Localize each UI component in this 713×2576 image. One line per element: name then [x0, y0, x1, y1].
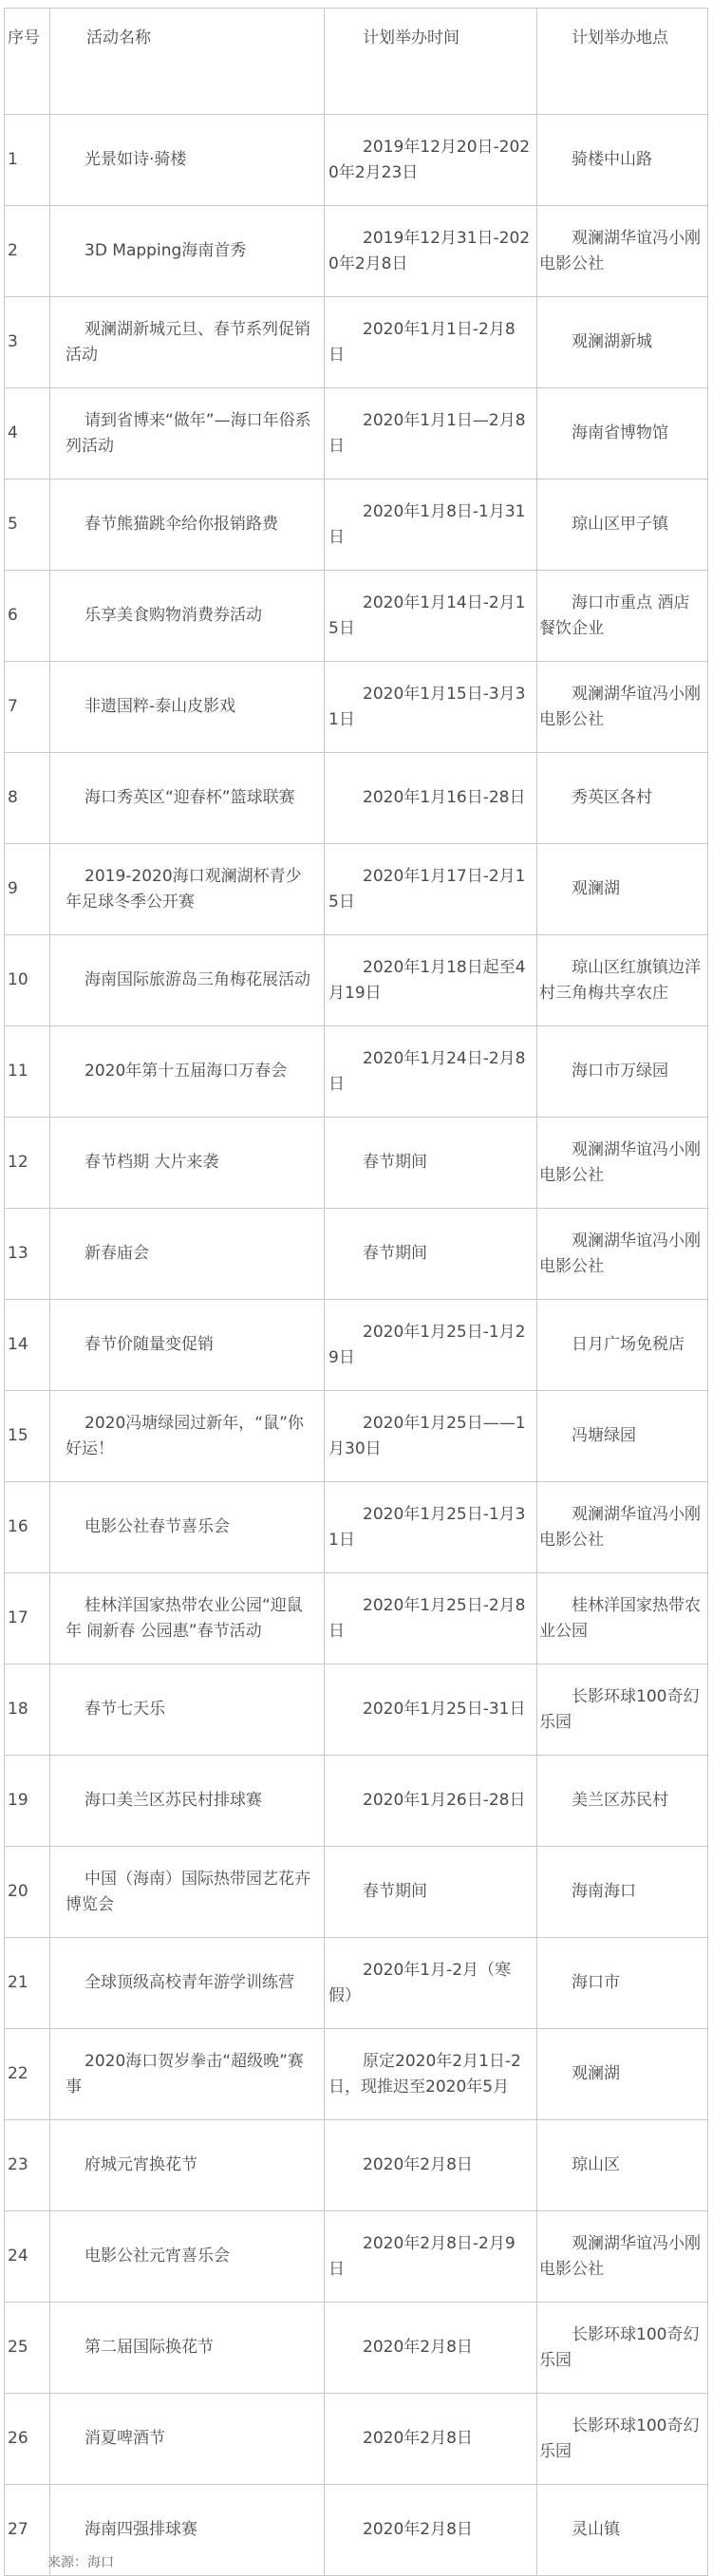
event-name: 2020冯塘绿园过新年，“鼠”你好运！	[50, 1391, 325, 1482]
planned-location: 观澜湖华谊冯小刚电影公社	[537, 2211, 708, 2303]
table-row	[5, 115, 708, 206]
planned-time: 2020年1月25日-1月31日	[325, 1482, 537, 1573]
row-number: 9	[5, 844, 50, 935]
event-name: 春节价随量变促销	[50, 1300, 325, 1391]
event-name: 海口美兰区苏民村排球赛	[50, 1756, 325, 1847]
header-planned-time: 计划举办时间	[325, 9, 537, 115]
table-row	[5, 1118, 708, 1209]
table-row	[5, 1209, 708, 1300]
planned-location: 观澜湖华谊冯小刚电影公社	[537, 662, 708, 753]
header-planned-location: 计划举办地点	[537, 9, 708, 115]
event-name: 全球顶级高校青年游学训练营	[50, 1938, 325, 2029]
event-name: 乐享美食购物消费券活动	[50, 571, 325, 662]
planned-time: 2020年1月25日-1月29日	[325, 1300, 537, 1391]
planned-location: 海口市	[537, 1938, 708, 2029]
planned-location: 观澜湖	[537, 2029, 708, 2120]
row-number: 16	[5, 1482, 50, 1573]
planned-location: 海南海口	[537, 1847, 708, 1938]
events-table-body	[5, 9, 708, 2576]
row-number: 18	[5, 1664, 50, 1756]
table-row	[5, 1938, 708, 2029]
planned-location: 长影环球100奇幻乐园	[537, 2303, 708, 2394]
planned-location: 观澜湖华谊冯小刚电影公社	[537, 1482, 708, 1573]
event-name: 光景如诗·骑楼	[50, 115, 325, 206]
row-number: 13	[5, 1209, 50, 1300]
table-row	[5, 1391, 708, 1482]
event-name: 2019-2020海口观澜湖杯青少年足球冬季公开赛	[50, 844, 325, 935]
row-number: 27	[5, 2485, 50, 2576]
event-name: 海南国际旅游岛三角梅花展活动	[50, 935, 325, 1026]
planned-time: 2020年1月25日-2月8日	[325, 1573, 537, 1664]
event-name: 中国（海南）国际热带园艺花卉博览会	[50, 1847, 325, 1938]
planned-location: 海口市重点 酒店 餐饮企业	[537, 571, 708, 662]
event-name: 海口秀英区“迎春杯”篮球联赛	[50, 753, 325, 844]
planned-time: 2020年1月-2月（寒假）	[325, 1938, 537, 2029]
row-number: 11	[5, 1026, 50, 1118]
planned-location: 桂林洋国家热带农业公园	[537, 1573, 708, 1664]
table-row	[5, 662, 708, 753]
event-name: 春节七天乐	[50, 1664, 325, 1756]
event-name: 府城元宵换花节	[50, 2120, 325, 2211]
row-number: 20	[5, 1847, 50, 1938]
table-row	[5, 753, 708, 844]
event-name: 3D Mapping海南首秀	[50, 206, 325, 297]
planned-time: 春节期间	[325, 1118, 537, 1209]
planned-time: 2020年1月14日-2月15日	[325, 571, 537, 662]
event-name: 观澜湖新城元旦、春节系列促销活动	[50, 297, 325, 388]
row-number: 12	[5, 1118, 50, 1209]
planned-time: 2020年1月25日——1月30日	[325, 1391, 537, 1482]
planned-time: 2019年12月20日-2020年2月23日	[325, 115, 537, 206]
table-row	[5, 844, 708, 935]
table-row	[5, 1482, 708, 1573]
table-row	[5, 2394, 708, 2485]
planned-time: 2020年1月24日-2月8日	[325, 1026, 537, 1118]
table-row	[5, 206, 708, 297]
row-number: 17	[5, 1573, 50, 1664]
table-row	[5, 935, 708, 1026]
event-name: 桂林洋国家热带农业公园“迎鼠年 闹新春 公园惠”春节活动	[50, 1573, 325, 1664]
planned-location: 琼山区	[537, 2120, 708, 2211]
planned-location: 观澜湖华谊冯小刚电影公社	[537, 1209, 708, 1300]
event-name: 非遗国粹-泰山皮影戏	[50, 662, 325, 753]
row-number: 10	[5, 935, 50, 1026]
planned-location: 冯塘绿园	[537, 1391, 708, 1482]
table-row	[5, 2211, 708, 2303]
event-name: 新春庙会	[50, 1209, 325, 1300]
event-name: 2020海口贺岁拳击“超级晚”赛事	[50, 2029, 325, 2120]
planned-time: 原定2020年2月1日-2日，现推迟至2020年5月	[325, 2029, 537, 2120]
table-row	[5, 1756, 708, 1847]
planned-time: 2020年1月1日—2月8日	[325, 388, 537, 479]
planned-time: 2020年1月18日起至4月19日	[325, 935, 537, 1026]
planned-time: 2020年1月17日-2月15日	[325, 844, 537, 935]
event-name: 2020年第十五届海口万春会	[50, 1026, 325, 1118]
row-number: 22	[5, 2029, 50, 2120]
planned-time: 2020年1月26日-28日	[325, 1756, 537, 1847]
planned-location: 海南省博物馆	[537, 388, 708, 479]
event-name: 请到省博来“做年”—海口年俗系列活动	[50, 388, 325, 479]
table-row	[5, 571, 708, 662]
row-number: 14	[5, 1300, 50, 1391]
planned-time: 2020年2月8日	[325, 2303, 537, 2394]
row-number: 8	[5, 753, 50, 844]
row-number: 3	[5, 297, 50, 388]
row-number: 25	[5, 2303, 50, 2394]
planned-time: 2020年1月15日-3月31日	[325, 662, 537, 753]
table-header-row	[5, 9, 708, 115]
row-number: 1	[5, 115, 50, 206]
row-number: 7	[5, 662, 50, 753]
row-number: 23	[5, 2120, 50, 2211]
planned-location: 海口市万绿园	[537, 1026, 708, 1118]
planned-location: 琼山区红旗镇边洋村三角梅共享农庄	[537, 935, 708, 1026]
table-row	[5, 1664, 708, 1756]
planned-location: 长影环球100奇幻乐园	[537, 2394, 708, 2485]
event-name: 消夏啤酒节	[50, 2394, 325, 2485]
event-name: 海南四强排球赛	[50, 2485, 325, 2576]
table-row	[5, 1847, 708, 1938]
row-number: 4	[5, 388, 50, 479]
planned-time: 春节期间	[325, 1847, 537, 1938]
row-number: 24	[5, 2211, 50, 2303]
event-name: 春节档期 大片来袭	[50, 1118, 325, 1209]
row-number: 5	[5, 479, 50, 571]
row-number: 21	[5, 1938, 50, 2029]
table-row	[5, 2303, 708, 2394]
planned-location: 日月广场免税店	[537, 1300, 708, 1391]
planned-location: 灵山镇	[537, 2485, 708, 2576]
planned-time: 2019年12月31日-2020年2月8日	[325, 206, 537, 297]
table-row	[5, 1026, 708, 1118]
header-number: 序号	[5, 9, 50, 115]
planned-time: 2020年2月8日	[325, 2485, 537, 2576]
planned-location: 观澜湖	[537, 844, 708, 935]
event-name: 第二届国际换花节	[50, 2303, 325, 2394]
planned-time: 2020年1月8日-1月31日	[325, 479, 537, 571]
row-number: 19	[5, 1756, 50, 1847]
event-name: 电影公社春节喜乐会	[50, 1482, 325, 1573]
planned-time: 2020年2月8日	[325, 2120, 537, 2211]
planned-location: 长影环球100奇幻乐园	[537, 1664, 708, 1756]
planned-location: 观澜湖华谊冯小刚电影公社	[537, 1118, 708, 1209]
event-name: 春节熊猫跳伞给你报销路费	[50, 479, 325, 571]
table-row	[5, 1300, 708, 1391]
planned-time: 2020年2月8日	[325, 2394, 537, 2485]
planned-time: 春节期间	[325, 1209, 537, 1300]
planned-time: 2020年2月8日-2月9日	[325, 2211, 537, 2303]
table-row	[5, 2029, 708, 2120]
planned-time: 2020年1月25日-31日	[325, 1664, 537, 1756]
planned-location: 美兰区苏民村	[537, 1756, 708, 1847]
table-row	[5, 297, 708, 388]
planned-location: 秀英区各村	[537, 753, 708, 844]
header-event-name: 活动名称	[50, 9, 325, 115]
planned-time: 2020年1月16日-28日	[325, 753, 537, 844]
table-row	[5, 2120, 708, 2211]
row-number: 6	[5, 571, 50, 662]
planned-location: 观澜湖华谊冯小刚电影公社	[537, 206, 708, 297]
row-number: 15	[5, 1391, 50, 1482]
table-row	[5, 388, 708, 479]
event-name: 电影公社元宵喜乐会	[50, 2211, 325, 2303]
row-number: 2	[5, 206, 50, 297]
planned-location: 观澜湖新城	[537, 297, 708, 388]
table-row	[5, 479, 708, 571]
table-row	[5, 1573, 708, 1664]
planned-location: 琼山区甲子镇	[537, 479, 708, 571]
footer-note: 来源：海口	[47, 2555, 114, 2570]
planned-location: 骑楼中山路	[537, 115, 708, 206]
events-table	[4, 8, 708, 2576]
planned-time: 2020年1月1日-2月8日	[325, 297, 537, 388]
row-number: 26	[5, 2394, 50, 2485]
